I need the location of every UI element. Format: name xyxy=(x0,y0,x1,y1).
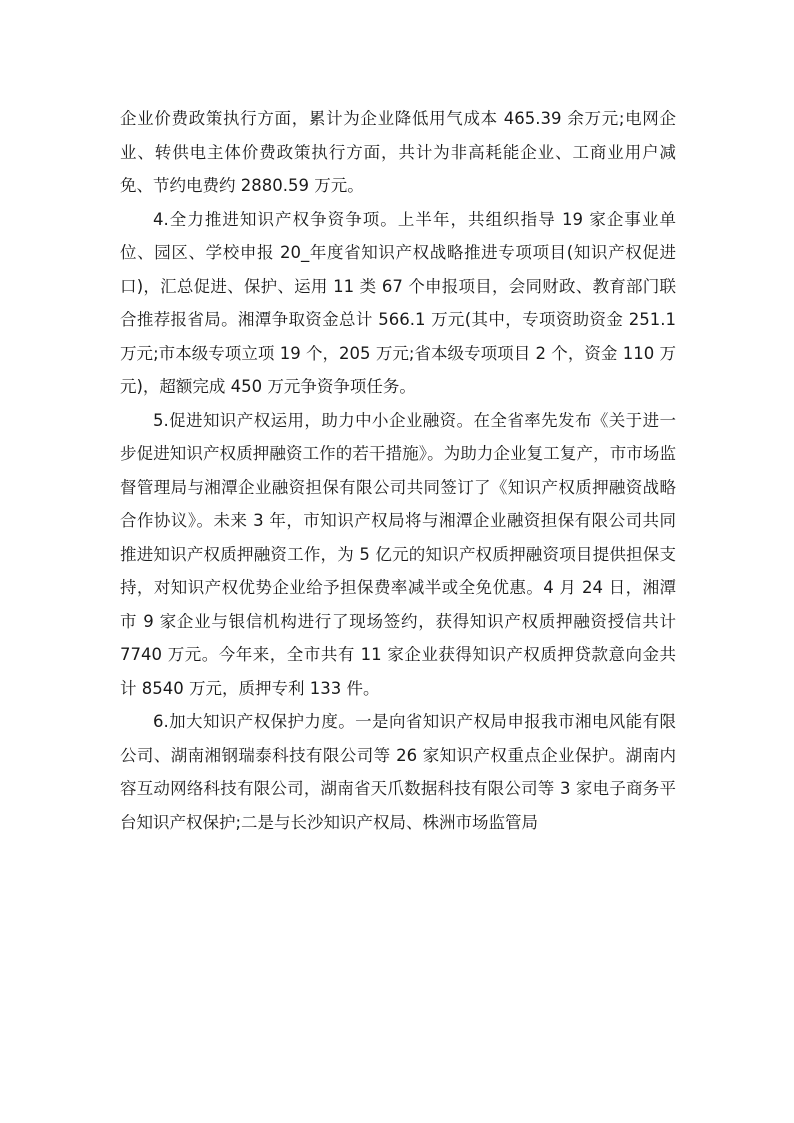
document-body xyxy=(120,102,676,839)
paragraph-gas-power-savings: 企业价费政策执行方面，累计为企业降低用气成本 465.39 余万元;电网企业、转供电主体价费政策执行方面，共计为非高耗能企业、工商业用户减免、节约电费约 2880.59 万元。 xyxy=(120,109,676,195)
paragraph-ip-funding: 4.全力推进知识产权争资争项。上半年，共组织指导 19 家企事业单位、园区、学校申报 20_年度省知识产权战略推进专项项目(知识产权促进口)，汇总促进、保护、运用 11 类 67 个申报项目，会同财政、教育部门联合推荐报省局。湘潭争取资金总计 566.1 万元(其中，专项资助资金 251.1 万元;市本级专项立项 19 个，205 万元;省本级专项项目 2 个，资金 110 万元)，超额完成 450 万元争资争项任务。 xyxy=(120,209,676,396)
paragraph-ip-pledge-financing: 5.促进知识产权运用，助力中小企业融资。在全省率先发布《关于进一步促进知识产权质押融资工作的若干措施》。为助力企业复工复产，市市场监督管理局与湘潭企业融资担保有限公司共同签订了《知识产权质押融资战略合作协议》。未来 3 年，市知识产权局将与湘潭企业融资担保有限公司共同推进知识产权质押融资工作，为 5 亿元的知识产权质押融资项目提供担保支持，对知识产权优势企业给予担保费率减半或全免优惠。4 月 24 日，湘潭市 9 家企业与银信机构进行了现场签约，获得知识产权质押融资授信共计 7740 万元。今年来，全市共有 11 家企业获得知识产权质押贷款意向金共计 8540 万元，质押专利 133 件。 xyxy=(120,410,676,698)
paragraph-ip-protection: 6.加大知识产权保护力度。一是向省知识产权局申报我市湘电风能有限公司、湖南湘钢瑞泰科技有限公司等 26 家知识产权重点企业保护。湖南内容互动网络科技有限公司，湖南省天爪数据科技有限公司等 3 家电子商务平台知识产权保护;二是与长沙知识产权局、株洲市场监管局 xyxy=(120,712,676,832)
